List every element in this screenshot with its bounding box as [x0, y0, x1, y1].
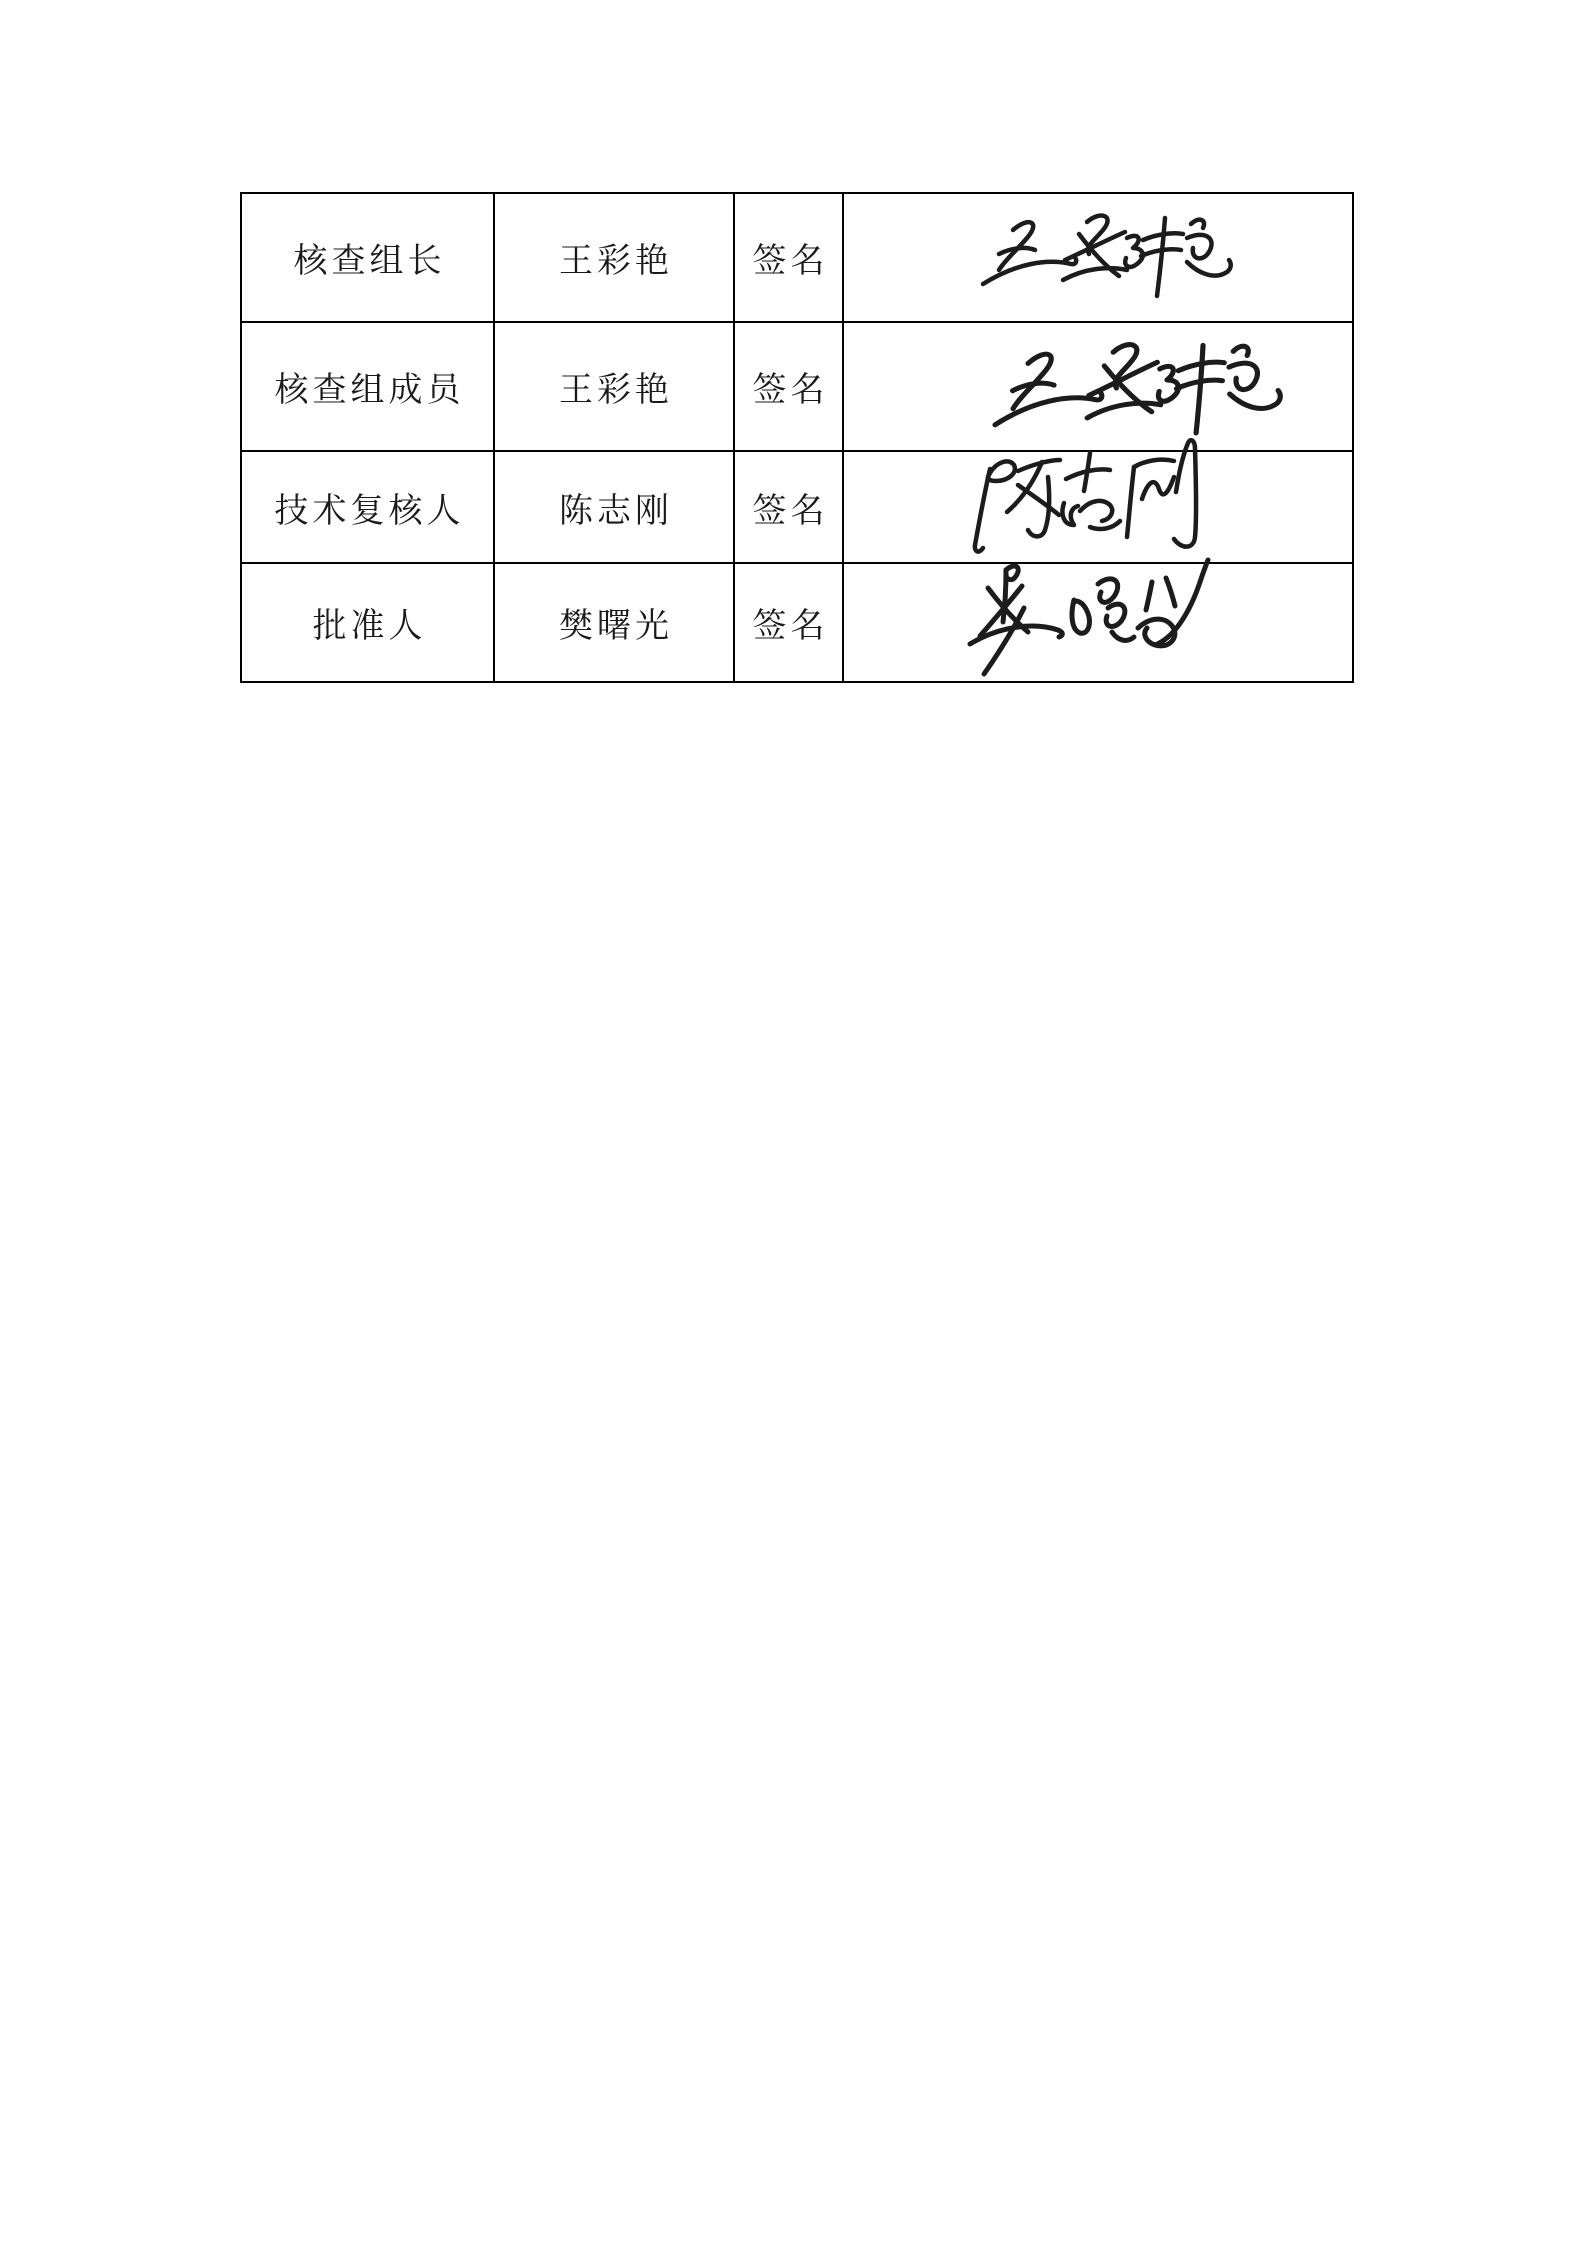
sign-label-cell-4: 签名	[735, 564, 844, 683]
role-cell-2: 核查组成员	[242, 323, 495, 452]
signature-table	[240, 192, 1354, 683]
signature-cell-3	[844, 452, 1354, 564]
sign-label-cell-3: 签名	[735, 452, 844, 564]
name-cell-1: 王彩艳	[495, 194, 735, 323]
signature-cell-1	[844, 194, 1354, 323]
name-cell-3: 陈志刚	[495, 452, 735, 564]
name-cell-2: 王彩艳	[495, 323, 735, 452]
signature-cell-2	[844, 323, 1354, 452]
role-cell-3: 技术复核人	[242, 452, 495, 564]
role-cell-1: 核查组长	[242, 194, 495, 323]
sign-label-cell-1: 签名	[735, 194, 844, 323]
sign-label-cell-2: 签名	[735, 323, 844, 452]
name-cell-4: 樊曙光	[495, 564, 735, 683]
role-cell-4: 批准人	[242, 564, 495, 683]
signature-cell-4	[844, 564, 1354, 683]
